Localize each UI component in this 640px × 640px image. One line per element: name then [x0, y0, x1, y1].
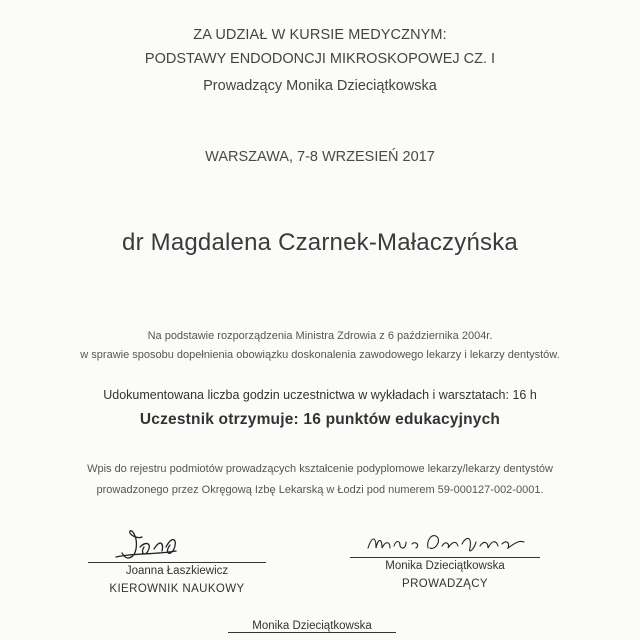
- points-statement: Uczestnik otrzymuje: 16 punktów edukacyjnych: [139, 411, 501, 428]
- signature-line: [228, 632, 396, 633]
- legal-basis-line-2: w sprawie sposobu dopełnienia obowiązku doskonalenia zawodowego lekarzy i lekarzy dentystów.: [80, 349, 560, 361]
- signature-block-lecturer: [350, 557, 540, 590]
- recipient-name: dr Magdalena Czarnek-Małaczyńska: [122, 229, 518, 256]
- hours-statement: Udokumentowana liczba godzin uczestnictwa w wykładach i warsztatach: 16 h: [103, 388, 537, 402]
- signature-block-organizer: [228, 618, 396, 633]
- heading-fragment-graphic: [190, 0, 450, 10]
- course-intro: ZA UDZIAŁ W KURSIE MEDYCZNYM:: [193, 27, 447, 43]
- signature-left-graphic: [112, 523, 192, 565]
- signatory-name: Monika Dzieciątkowska: [385, 560, 505, 572]
- course-lead: Prowadzący Monika Dzieciątkowska: [203, 78, 437, 94]
- signatory-role: PROWADZĄCY: [402, 578, 488, 590]
- legal-basis-line-1: Na podstawie rozporządzenia Ministra Zdrowia z 6 października 2004r.: [147, 330, 493, 342]
- signatory-name: Joanna Łaszkiewicz: [125, 565, 229, 577]
- diploma-heading-cut-off: [0, 0, 640, 10]
- signature-block-scientific-director: [88, 562, 266, 595]
- signatory-role: KIEROWNIK NAUKOWY: [109, 583, 245, 595]
- registry-line-2: prowadzonego przez Okręgową Izbę Lekarską w Łodzi pod numerem 59-000127-002-0001.: [96, 484, 544, 496]
- signatory-name: Monika Dzieciątkowska: [252, 620, 372, 632]
- signature-right-graphic: [364, 528, 534, 558]
- course-name: PODSTAWY ENDODONCJI MIKROSKOPOWEJ CZ. I: [144, 51, 496, 67]
- place-date: WARSZAWA, 7-8 WRZESIEŃ 2017: [205, 149, 435, 165]
- registry-line-1: Wpis do rejestru podmiotów prowadzących kształcenie podyplomowe lekarzy/lekarzy dentystów: [87, 463, 553, 475]
